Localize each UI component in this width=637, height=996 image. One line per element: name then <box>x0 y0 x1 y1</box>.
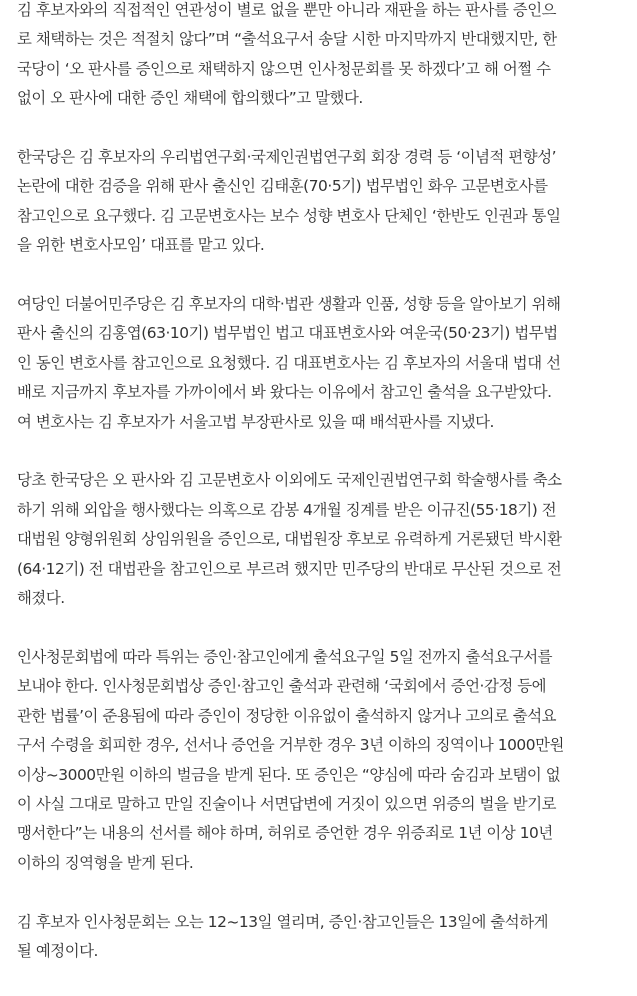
text-line: 구서 수령을 회피한 경우, 선서나 증언을 거부한 경우 3년 이하의 징역이나 1000만원 <box>17 736 564 755</box>
text-line: 보내야 한다. 인사청문회법상 증인·참고인 출석과 관련해 ‘국회에서 증언·감정 등에 <box>17 677 547 696</box>
text-line: 대법원 양형위원회 상임위원을 증인으로, 대법원장 후보로 유력하게 거론됐던 박시환 <box>17 530 562 549</box>
text-line: 논란에 대한 검증을 위해 판사 출신인 김태훈(70·5기) 법무법인 화우 고문변호사를 <box>17 177 548 196</box>
text-line: 한국당은 김 후보자의 우리법연구회·국제인권법연구회 회장 경력 등 ‘이념적 편향성’ <box>17 148 557 167</box>
article-paragraph-2 <box>17 143 617 261</box>
text-line: 이하의 징역형을 받게 된다. <box>17 853 194 872</box>
text-line: 하기 위해 외압을 행사했다는 의혹으로 감봉 4개월 징계를 받은 이규진(55·18기) 전 <box>17 500 557 519</box>
text-line: 인 동인 변호사를 참고인으로 요청했다. 김 대표변호사는 김 후보자의 서울대 법대 선 <box>17 353 561 372</box>
text-line: 판사 출신의 김홍엽(63·10기) 법무법인 법고 대표변호사와 여운국(50·23기) 법무법 <box>17 324 558 343</box>
text-line: 로 채택하는 것은 적절치 않다”며 “출석요구서 송달 시한 마지막까지 반대했지만, 한 <box>17 30 557 49</box>
article-paragraph-3 <box>17 290 617 437</box>
text-line: 없이 오 판사에 대한 증인 채택에 합의했다”고 말했다. <box>17 89 363 108</box>
article-paragraph-6 <box>17 908 617 967</box>
text-line: 을 위한 변호사모임’ 대표를 맡고 있다. <box>17 236 265 255</box>
text-line: 이 사실 그대로 말하고 만일 진술이나 서면답변에 거짓이 있으면 위증의 벌을 받기로 <box>17 794 557 813</box>
text-line: 해졌다. <box>17 589 65 608</box>
text-line: 참고인으로 요구했다. 김 고문변호사는 보수 성향 변호사 단체인 ‘한반도 인권과 통일 <box>17 206 561 225</box>
text-line: 당초 한국당은 오 판사와 김 고문변호사 이외에도 국제인권법연구회 학술행사를 축소 <box>17 471 562 490</box>
text-line: 이상~3000만원 이하의 벌금을 받게 된다. 또 증인은 “양심에 따라 숨김과 보탬이 없 <box>17 765 561 784</box>
text-line: 김 후보자 인사청문회는 오는 12~13일 열리며, 증인·참고인들은 13일에 출석하게 <box>17 912 549 931</box>
text-line: 여당인 더불어민주당은 김 후보자의 대학·법관 생활과 인품, 성향 등을 알아보기 위해 <box>17 295 561 314</box>
text-line: 인사청문회법에 따라 특위는 증인·참고인에게 출석요구일 5일 전까지 출석요구서를 <box>17 647 553 666</box>
text-line: 맹서한다”는 내용의 선서를 해야 하며, 허위로 증언한 경우 위증죄로 1년 이상 10년 <box>17 824 553 843</box>
text-line: (64·12기) 전 대법관을 참고인으로 부르려 했지만 민주당의 반대로 무산된 것으로 전 <box>17 559 562 578</box>
text-line: 국당이 ‘오 판사를 증인으로 채택하지 않으면 인사청문회를 못 하겠다’고 해 어쩔 수 <box>17 59 551 78</box>
article-paragraph-5 <box>17 643 617 878</box>
text-line: 여 변호사는 김 후보자가 서울고법 부장판사로 있을 때 배석판사를 지냈다. <box>17 412 494 431</box>
article-paragraph-1 <box>17 0 617 114</box>
article-paragraph-4 <box>17 466 617 613</box>
article-body <box>17 0 617 996</box>
text-line: 배로 지금까지 후보자를 가까이에서 봐 왔다는 이유에서 참고인 출석을 요구받았다. <box>17 383 552 402</box>
text-line: 김 후보자와의 직접적인 연관성이 별로 없을 뿐만 아니라 재판을 하는 판사를 증인으 <box>17 1 557 19</box>
text-line: 될 예정이다. <box>17 941 98 960</box>
text-line: 관한 법률’이 준용됨에 따라 증인이 정당한 이유없이 출석하지 않거나 고의로 출석요 <box>17 706 557 725</box>
